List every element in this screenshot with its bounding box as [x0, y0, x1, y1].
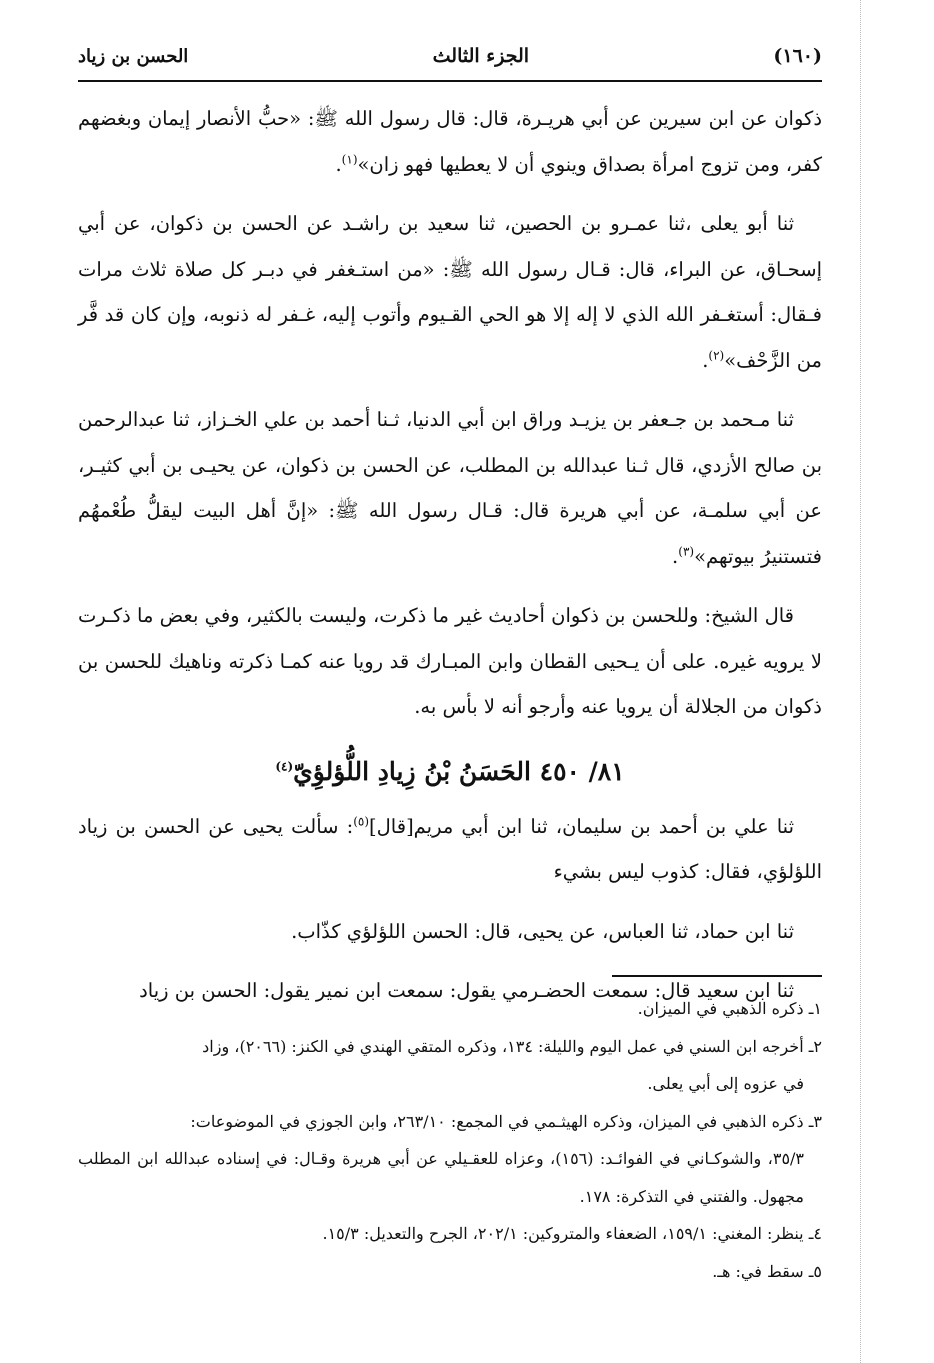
part-title: الجزء الثالث — [432, 45, 530, 67]
running-head: الحسن بن زياد — [78, 45, 189, 67]
paragraph: ثنا ابن سعيد قال: سمعت الحضـرمي يقول: سمعت ابن نمير يقول: الحسن بن زياد — [139, 979, 794, 1002]
paragraph: قال الشيخ: وللحسن بن ذكوان أحاديث غير ما ذكرت، وليست بالكثير، وفي بعض ما ذكـرت لا يرويه غيره. على أن يـحيى القطان وابن المبـارك قد رويا عنه كمـا ذكرته وناهيك للحسن بن ذكوان من الجلالة أن يرويا عنه وأرجو أنه لا بأس به. — [78, 604, 822, 718]
footnote-divider — [612, 975, 822, 977]
footnote: ٤ـ ينظر: المغني: ١٥٩/١، الضعفاء والمتروكين: ٢٠٢/١، الجرح والتعديل: ١٥/٣. — [322, 1224, 822, 1243]
footnote: ٥ـ سقط في: هـ. — [712, 1261, 822, 1281]
paragraph: ثنا ابن حماد، ثنا العباس، عن يحيى، قال: الحسن اللؤلؤي كذّاب. — [291, 919, 794, 943]
paragraph: ثنا علي بن أحمد بن سليمان، ثنا ابن أبي مريم[قال]$^{(٥)}$: سألت يحيى عن الحسن بن زياد اللؤلؤي، فقال: كذوب ليس بشيء — [78, 814, 822, 883]
footnote-mark: (٢) — [708, 348, 725, 362]
paragraph: ذكوان عن ابن سيرين عن أبي هريـرة، قال: قال رسول الله ﷺ: «حبُّ الأنصار إيمان وبغضهم كفر، ومن تزوج امرأة بصداق وينوي أن لا يعطيها فهو زان»$^{(١)}$. — [78, 107, 822, 176]
footnote-mark: (٣) — [678, 544, 695, 558]
footnote: ٣ـ ذكره الذهبي في الميزان، وذكره الهيثـمي في المجمع: ٢٦٣/١٠، وابن الجوزي في الموضوعات: ٣٥/٣، والشوكـاني في الفوائـد: (١٥٦)، وعزاه للعقـيلي عن أبي هريرة وقـال: في إسناده عبدالله ابن المطلب مجهول. والفتني في التذكرة: ١٧٨. — [78, 1111, 822, 1206]
footnote: ١ـ ذكره الذهبي في الميزان. — [637, 999, 822, 1018]
paragraph: ثنا مـحمد بن جـعفر بن يزيـد وراق ابن أبي الدنيا، ثـنا أحمد بن علي الخـزاز، ثنا عبدالرحمن بن صالح الأزدي، قال ثـنا عبدالله بن المطلب، عن الحسن بن ذكوان، عن يحيـى بن أبي كثيـر، عن أبي سلمـة، عن أبي هريرة قال: قـال رسول الله ﷺ: «إنَّ أهل البيت ليقلُّ طُعْمهُم فتستنيرُ بيوتهم»$^{(٣)}$. — [78, 408, 822, 568]
page-header — [78, 36, 822, 82]
entry-heading: ٨١/ ٤٥٠ الحَسَنُ بْنُ زِيادِ اللُّؤلؤِيّ$^{(٤)}$ — [275, 756, 625, 786]
scan-margin-line — [860, 0, 861, 1363]
footnote: ٢ـ أخرجه ابن السني في عمل اليوم والليلة: ١٣٤، وذكره المتقي الهندي في الكنز: (٢٠٦٦)، وزاد في عزوه إلى أبي يعلى. — [202, 1036, 822, 1093]
footnote-mark: (٤) — [275, 759, 294, 774]
main-text — [78, 96, 822, 1028]
paragraph: ثنا أبو يعلى ،ثنا عمـرو بن الحصين، ثنا سعيد بن راشـد عن الحسن بن ذكوان، عن أبي إسحـاق، عن البراء، قال: قـال رسول الله ﷺ: «من استـغفر في دبـر كل صلاة ثلاث مرات فـقال: أستغـفر الله الذي لا إله إلا هو الحي القـيوم وأتوب إليه، غـفر له ذنوبه، وإن كان قد فَّر من الزَّحْف»$^{(٢)}$. — [78, 212, 822, 372]
page-number: (١٦٠) — [773, 45, 822, 67]
footnote-mark: (٥) — [353, 814, 370, 828]
footnote-mark: (١) — [341, 152, 358, 166]
footnotes — [78, 990, 822, 1290]
